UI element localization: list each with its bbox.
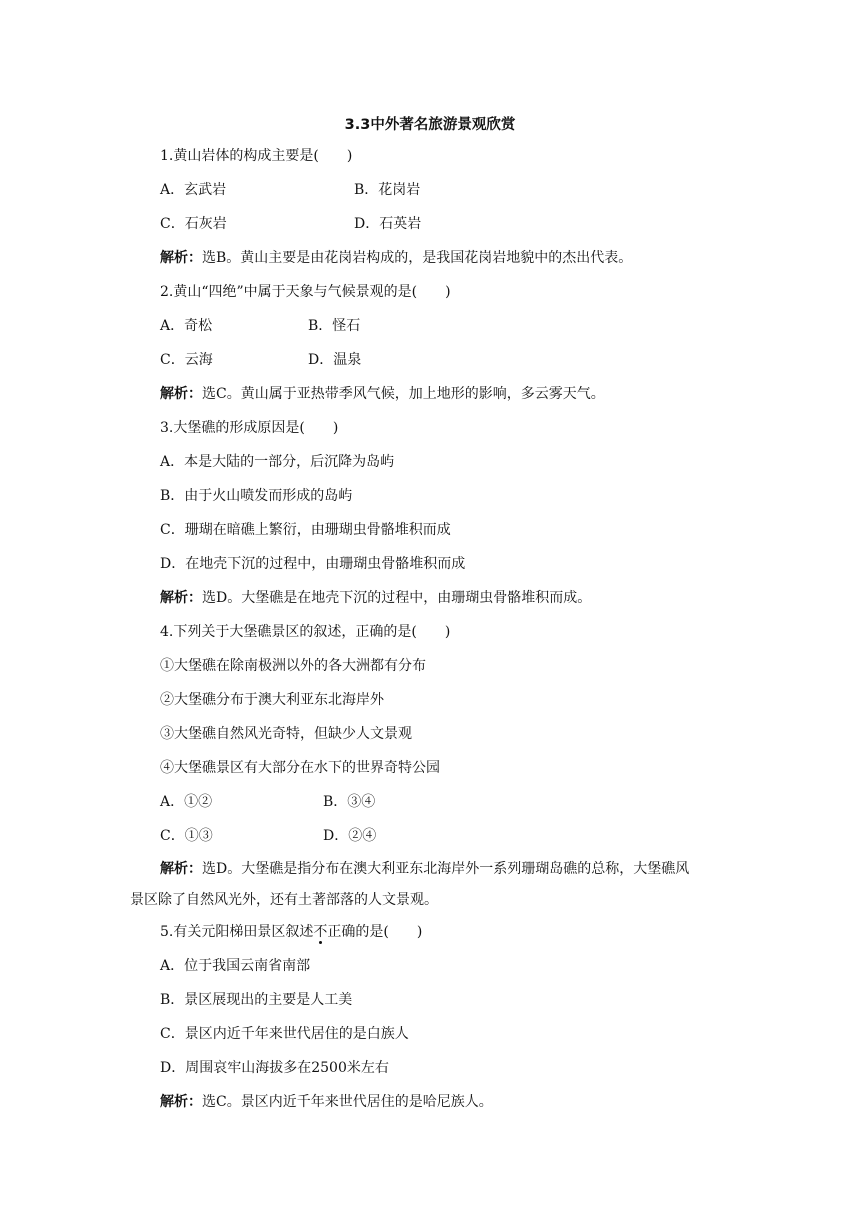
q3-analysis — [160, 588, 591, 608]
q1-option-a: A．玄武岩 — [160, 182, 227, 198]
q1-option-c: C．石灰岩 — [160, 216, 227, 232]
q4-analysis — [160, 859, 689, 879]
q2-option-a: A．奇松 — [160, 318, 213, 334]
q2-option-d: D．温泉 — [308, 352, 362, 368]
analysis-label: 解析： — [160, 590, 202, 606]
q3-option-a: A．本是大陆的一部分，后沉降为岛屿 — [160, 454, 395, 470]
q1-analysis-text: 选B。黄山主要是由花岗岩构成的，是我国花岗岩地貌中的杰出代表。 — [202, 250, 633, 266]
q4-statement-2: ②大堡礁分布于澳大利亚东北海岸外 — [160, 692, 384, 708]
q1-stem: 1.黄山岩体的构成主要是( ) — [160, 148, 353, 164]
q5-analysis-text: 选C。景区内近千年来世代居住的是哈尼族人。 — [202, 1094, 493, 1110]
q3-option-d: D．在地壳下沉的过程中，由珊瑚虫骨骼堆积而成 — [160, 556, 466, 572]
analysis-label: 解析： — [160, 1094, 202, 1110]
q3-option-b: B．由于火山喷发而形成的岛屿 — [160, 488, 353, 504]
q1-analysis — [160, 248, 632, 268]
q5-option-c: C．景区内近千年来世代居住的是白族人 — [160, 1026, 409, 1042]
q4-option-a: A．①② — [160, 794, 213, 810]
q3-option-c: C．珊瑚在暗礁上繁衍，由珊瑚虫骨骼堆积而成 — [160, 522, 451, 538]
q5-option-d: D．周围哀牢山海拔多在2500米左右 — [160, 1060, 389, 1076]
q4-analysis-continued: 景区除了自然风光外，还有土著部落的人文景观。 — [130, 892, 438, 908]
q4-option-b: B．③④ — [323, 794, 376, 810]
emphasis-dot-text: 不 — [313, 924, 328, 940]
q2-analysis — [160, 384, 605, 404]
q3-stem: 3.大堡礁的形成原因是( ) — [160, 420, 339, 436]
analysis-label: 解析： — [160, 386, 202, 402]
analysis-label: 解析： — [160, 250, 202, 266]
q4-analysis-text: 选D。大堡礁是指分布在澳大利亚东北海岸外一系列珊瑚岛礁的总称，大堡礁风 — [202, 861, 690, 877]
q4-stem: 4.下列关于大堡礁景区的叙述，正确的是( ) — [160, 624, 451, 640]
q5-option-b: B．景区展现出的主要是人工美 — [160, 992, 353, 1008]
q3-analysis-text: 选D。大堡礁是在地壳下沉的过程中，由珊瑚虫骨骼堆积而成。 — [202, 590, 592, 606]
q4-statement-4: ④大堡礁景区有大部分在水下的世界奇特公园 — [160, 760, 440, 776]
q5-stem-pre: 5.有关元阳梯田景区叙述 — [160, 924, 314, 940]
page-title: 3.3中外著名旅游景观欣赏 — [344, 117, 516, 133]
q2-option-b: B．怪石 — [308, 318, 361, 334]
q5-option-a: A．位于我国云南省南部 — [160, 958, 311, 974]
q2-option-c: C．云海 — [160, 352, 213, 368]
q5-stem — [160, 922, 422, 942]
analysis-label: 解析： — [160, 861, 202, 877]
q2-stem: 2.黄山“四绝”中属于天象与气候景观的是( ) — [160, 284, 451, 300]
q1-option-d: D．石英岩 — [354, 216, 422, 232]
q4-statement-1: ①大堡礁在除南极洲以外的各大洲都有分布 — [160, 658, 426, 674]
q4-option-c: C．①③ — [160, 828, 213, 844]
q2-analysis-text: 选C。黄山属于亚热带季风气候，加上地形的影响，多云雾天气。 — [202, 386, 605, 402]
q5-analysis — [160, 1092, 493, 1112]
q1-option-b: B．花岗岩 — [354, 182, 421, 198]
q5-stem-post: 正确的是( ) — [327, 924, 423, 940]
q4-statement-3: ③大堡礁自然风光奇特，但缺少人文景观 — [160, 726, 412, 742]
q4-option-d: D．②④ — [323, 828, 377, 844]
